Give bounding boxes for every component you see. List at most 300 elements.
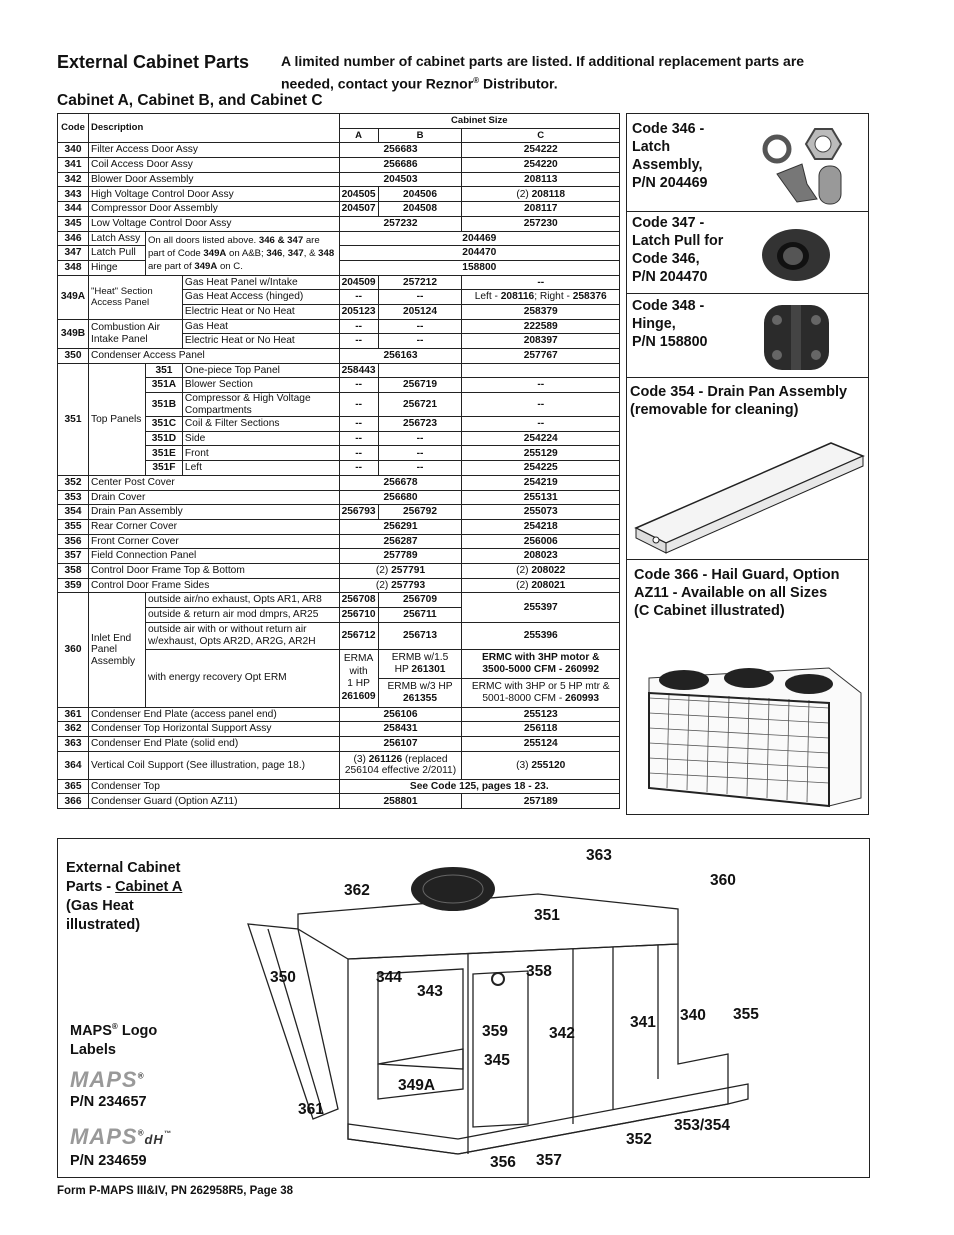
table-row bbox=[58, 490, 620, 505]
caption-text: Parts - bbox=[66, 879, 116, 895]
pn-text: Left - bbox=[474, 291, 501, 303]
subcode-cell: 351D bbox=[145, 431, 182, 446]
drain-pan-image bbox=[631, 428, 866, 556]
parts-table bbox=[57, 113, 620, 809]
caption-line: Labels bbox=[70, 1041, 116, 1058]
caption-line: Code 366 - Hail Guard, Option bbox=[634, 567, 840, 583]
qty-prefix: (2) bbox=[375, 565, 392, 577]
subdesc-cell: with energy recovery Opt ERM bbox=[145, 649, 339, 707]
caption-line: Code 346, bbox=[632, 251, 700, 267]
caption-text: MAPS bbox=[70, 1022, 112, 1039]
pn-cell bbox=[462, 678, 620, 707]
desc-cell: Latch Assy bbox=[88, 231, 145, 246]
table-row bbox=[58, 475, 620, 490]
pn-cell: 256683 bbox=[339, 143, 462, 158]
desc-cell: Hinge bbox=[88, 260, 145, 275]
code-cell: 358 bbox=[58, 563, 89, 578]
caption-line: Code 347 - bbox=[632, 215, 705, 231]
pn-cell: 256680 bbox=[339, 490, 462, 505]
code-cell: 365 bbox=[58, 779, 89, 794]
pn-cell: 257789 bbox=[339, 549, 462, 564]
reg-mark: ® bbox=[473, 76, 480, 85]
pn-value: 258376 bbox=[572, 291, 607, 303]
desc-cell: Drain Cover bbox=[88, 490, 339, 505]
subdesc-cell: Coil & Filter Sections bbox=[182, 417, 339, 432]
pn-cell: -- bbox=[339, 334, 378, 349]
pn-line: 3500-5000 CFM - 260992 bbox=[482, 663, 600, 675]
pn-cell: 254219 bbox=[462, 475, 620, 490]
caption-line: illustrated) bbox=[66, 917, 141, 933]
pn-line: ERMB w/3 HP bbox=[387, 681, 453, 693]
callout-342: 342 bbox=[549, 1025, 575, 1042]
pn-line: ERMC with 3HP or 5 HP mtr & bbox=[471, 681, 610, 693]
pn-cell: 257767 bbox=[462, 349, 620, 364]
reg-mark: ® bbox=[137, 1071, 145, 1081]
latch-pull-caption bbox=[632, 214, 723, 286]
logo-text: MAPS bbox=[70, 1124, 138, 1149]
hinge-image bbox=[759, 300, 834, 375]
table-row bbox=[58, 172, 620, 187]
caption-text: Logo bbox=[117, 1022, 158, 1039]
pn-cell bbox=[462, 363, 620, 378]
diagram-caption bbox=[66, 859, 182, 935]
page-footer: Form P-MAPS III&IV, PN 262958R5, Page 38 bbox=[57, 1185, 294, 1197]
qty-prefix: (2) bbox=[516, 579, 532, 591]
hail-guard-box bbox=[627, 560, 868, 816]
pn-cell: 256713 bbox=[378, 622, 462, 649]
table-row bbox=[58, 319, 620, 334]
reg-mark: ® bbox=[111, 1022, 118, 1031]
pn-cell: 204503 bbox=[339, 172, 462, 187]
pn-value: 208118 bbox=[531, 188, 566, 200]
table-row bbox=[58, 143, 620, 158]
pn-cell: -- bbox=[462, 393, 620, 417]
callout-349a: 349A bbox=[398, 1077, 436, 1094]
pn-cell: 256163 bbox=[339, 349, 462, 364]
pn-cell: 256708 bbox=[339, 593, 378, 608]
pn-cell bbox=[339, 563, 462, 578]
hail-guard-caption bbox=[634, 566, 839, 620]
pn-line: ERMC with 3HP motor & bbox=[481, 652, 600, 664]
table-row bbox=[58, 578, 620, 593]
intro-text bbox=[281, 52, 881, 94]
subcode-cell: 351F bbox=[145, 461, 182, 476]
pn-cell bbox=[378, 678, 462, 707]
callout-355: 355 bbox=[733, 1006, 759, 1023]
pn-cell bbox=[378, 363, 462, 378]
latch-assembly-image bbox=[757, 124, 862, 209]
pn-cell: 258379 bbox=[462, 304, 620, 319]
callout-363: 363 bbox=[586, 847, 612, 864]
qty-prefix: (3) bbox=[353, 753, 369, 765]
subdesc-cell: Gas Heat Access (hinged) bbox=[182, 290, 339, 305]
pn-line: ERMA bbox=[343, 653, 374, 665]
pn-cell: 256721 bbox=[378, 393, 462, 417]
callout-360: 360 bbox=[710, 872, 736, 889]
intro-line-2-pre: needed, contact your Reznor bbox=[281, 75, 474, 92]
subcode-cell: 351E bbox=[145, 446, 182, 461]
callout-358: 358 bbox=[526, 963, 552, 980]
callout-341: 341 bbox=[630, 1014, 656, 1031]
pn-value: 255120 bbox=[531, 759, 566, 771]
pn-cell: -- bbox=[378, 290, 462, 305]
caption-line: Latch Pull for bbox=[632, 233, 724, 249]
pn-cell bbox=[339, 649, 378, 707]
note-part: 349A bbox=[203, 247, 227, 259]
hail-guard-image bbox=[629, 638, 867, 813]
pn-cell: 204507 bbox=[339, 202, 378, 217]
code-cell: 346 bbox=[58, 231, 89, 246]
subcode-cell: 351 bbox=[145, 363, 182, 378]
callout-356: 356 bbox=[490, 1154, 516, 1171]
caption-line: P/N 158800 bbox=[632, 334, 708, 350]
callout-351: 351 bbox=[534, 907, 560, 924]
code-cell: 356 bbox=[58, 534, 89, 549]
caption-line: Assembly, bbox=[632, 157, 703, 173]
drain-pan-box bbox=[627, 378, 868, 560]
caption-line: Code 346 - bbox=[632, 121, 705, 137]
col-size-header: Cabinet Size bbox=[339, 114, 619, 129]
pn-cell: 205124 bbox=[378, 304, 462, 319]
code-cell: 363 bbox=[58, 737, 89, 752]
pn-cell bbox=[378, 649, 462, 678]
pn-cell: -- bbox=[378, 319, 462, 334]
caption-line bbox=[66, 878, 182, 897]
callout-344: 344 bbox=[376, 969, 402, 986]
note-part: , & bbox=[303, 247, 319, 259]
note-part: On all doors listed above. bbox=[147, 234, 259, 246]
pn-value: 208021 bbox=[531, 579, 566, 591]
pn-cell: 257232 bbox=[339, 216, 462, 231]
table-row bbox=[58, 737, 620, 752]
table-row bbox=[58, 779, 620, 794]
pn-line: with bbox=[349, 665, 368, 677]
pn-cell: -- bbox=[462, 417, 620, 432]
code-cell: 350 bbox=[58, 349, 89, 364]
subdesc-cell: outside & return air mod dmprs, AR25 bbox=[145, 608, 339, 623]
pn-text: (replaced bbox=[402, 753, 448, 765]
note-part: 349A bbox=[194, 260, 218, 272]
code-cell: 366 bbox=[58, 794, 89, 809]
drain-pan-caption bbox=[630, 383, 847, 419]
desc-cell: Condenser End Plate (solid end) bbox=[88, 737, 339, 752]
pn-cell: 208397 bbox=[462, 334, 620, 349]
pn-value: 261301 bbox=[411, 663, 446, 675]
caption-line: External Cabinet bbox=[66, 860, 181, 876]
table-row bbox=[58, 275, 620, 290]
table-row bbox=[58, 363, 620, 378]
pn-value: 261126 bbox=[368, 753, 403, 765]
desc-cell: Rear Corner Cover bbox=[88, 519, 339, 534]
table-header-row bbox=[58, 114, 620, 129]
pn-cell: 257212 bbox=[378, 275, 462, 290]
subcode-cell: 351B bbox=[145, 393, 182, 417]
pn-cell: 256291 bbox=[339, 519, 462, 534]
desc-cell: Condenser Access Panel bbox=[88, 349, 339, 364]
pn-cell: 222589 bbox=[462, 319, 620, 334]
pn-cell: -- bbox=[339, 431, 378, 446]
logo-part-number-2: P/N 234659 bbox=[70, 1153, 147, 1169]
callout-340: 340 bbox=[680, 1007, 706, 1024]
table-row bbox=[58, 563, 620, 578]
pn-cell: See Code 125, pages 18 - 23. bbox=[339, 779, 619, 794]
subdesc-cell: Compressor & High Voltage Compartments bbox=[182, 393, 339, 417]
subdesc-cell: Gas Heat bbox=[182, 319, 339, 334]
callout-343: 343 bbox=[417, 983, 443, 1000]
caption-line: Hinge, bbox=[632, 316, 676, 332]
pn-cell: -- bbox=[378, 461, 462, 476]
table-subtitle: Cabinet A, Cabinet B, and Cabinet C bbox=[57, 92, 323, 109]
pn-cell: 256709 bbox=[378, 593, 462, 608]
maps-dh-logo bbox=[70, 1124, 172, 1150]
pn-value: 260993 bbox=[565, 692, 600, 704]
note-part: on A&B; bbox=[226, 247, 267, 259]
logo-text: dH bbox=[144, 1132, 164, 1147]
parts-illustration-panel bbox=[626, 113, 869, 815]
pn-cell: 254220 bbox=[462, 158, 620, 173]
pn-cell: -- bbox=[462, 275, 620, 290]
subdesc-cell: Side bbox=[182, 431, 339, 446]
pn-value: 257793 bbox=[391, 579, 426, 591]
code-cell: 364 bbox=[58, 751, 89, 779]
desc-cell: Low Voltage Control Door Assy bbox=[88, 216, 339, 231]
pn-text: 5001-8000 CFM - bbox=[482, 692, 566, 704]
pn-line: 261355 bbox=[403, 692, 437, 704]
code-cell: 355 bbox=[58, 519, 89, 534]
pn-cell bbox=[462, 578, 620, 593]
table-row bbox=[58, 722, 620, 737]
col-code-header: Code bbox=[58, 114, 89, 143]
pn-cell: 204509 bbox=[339, 275, 378, 290]
pn-cell: -- bbox=[378, 431, 462, 446]
col-desc-header: Description bbox=[88, 114, 339, 143]
col-c-header: C bbox=[462, 128, 620, 143]
pn-cell: 255397 bbox=[462, 593, 620, 622]
desc-cell: Inlet End Panel Assembly bbox=[88, 593, 145, 707]
table-row bbox=[58, 505, 620, 520]
subdesc-cell: outside air with or without return air w/exhaust, Opts AR2D, AR2G, AR2H bbox=[145, 622, 339, 649]
latch-caption bbox=[632, 120, 708, 192]
pn-cell: 256792 bbox=[378, 505, 462, 520]
code-cell: 352 bbox=[58, 475, 89, 490]
table-row bbox=[58, 246, 620, 261]
note-part: 347 bbox=[287, 247, 304, 259]
table-row bbox=[58, 519, 620, 534]
callout-361: 361 bbox=[298, 1101, 324, 1118]
qty-prefix: (2) bbox=[516, 188, 532, 200]
desc-cell: Combustion Air Intake Panel bbox=[88, 319, 182, 348]
subdesc-cell: Electric Heat or No Heat bbox=[182, 304, 339, 319]
code-cell: 362 bbox=[58, 722, 89, 737]
desc-cell: Drain Pan Assembly bbox=[88, 505, 339, 520]
pn-cell: 254224 bbox=[462, 431, 620, 446]
pn-cell: 256287 bbox=[339, 534, 462, 549]
latch-pull-box bbox=[627, 212, 868, 294]
desc-cell: Filter Access Door Assy bbox=[88, 143, 339, 158]
pn-cell: 255124 bbox=[462, 737, 620, 752]
subdesc-cell: Gas Heat Panel w/Intake bbox=[182, 275, 339, 290]
callout-345: 345 bbox=[484, 1052, 510, 1069]
pn-cell bbox=[462, 290, 620, 305]
table-row bbox=[58, 593, 620, 608]
pn-cell: 158800 bbox=[339, 260, 619, 275]
pn-cell: -- bbox=[339, 393, 378, 417]
desc-cell: Condenser End Plate (access panel end) bbox=[88, 707, 339, 722]
table-row bbox=[58, 534, 620, 549]
caption-line: Code 354 - Drain Pan Assembly bbox=[630, 384, 848, 400]
code-cell: 349B bbox=[58, 319, 89, 348]
pn-value: 257791 bbox=[391, 565, 426, 577]
pn-cell: -- bbox=[339, 417, 378, 432]
pn-line: ERMB w/1.5 bbox=[391, 652, 449, 664]
pn-cell: 254222 bbox=[462, 143, 620, 158]
pn-cell: 255123 bbox=[462, 707, 620, 722]
intro-line-2 bbox=[281, 71, 881, 94]
subcode-cell: 351C bbox=[145, 417, 182, 432]
code-cell: 351 bbox=[58, 363, 89, 475]
code-cell: 341 bbox=[58, 158, 89, 173]
table-row bbox=[58, 158, 620, 173]
caption-line: Code 348 - bbox=[632, 298, 705, 314]
pn-cell: 256686 bbox=[339, 158, 462, 173]
code-cell: 349A bbox=[58, 275, 89, 319]
code-cell: 360 bbox=[58, 593, 89, 707]
code-cell: 359 bbox=[58, 578, 89, 593]
caption-line: (Gas Heat bbox=[66, 898, 134, 914]
pn-value: 208022 bbox=[531, 565, 566, 577]
pn-cell: 257230 bbox=[462, 216, 620, 231]
code-cell: 344 bbox=[58, 202, 89, 217]
table-row bbox=[58, 707, 620, 722]
subdesc-cell: One-piece Top Panel bbox=[182, 363, 339, 378]
pn-cell: 256711 bbox=[378, 608, 462, 623]
col-a-header: A bbox=[339, 128, 378, 143]
intro-line-2-post: Distributor. bbox=[479, 75, 558, 92]
subdesc-cell: Electric Heat or No Heat bbox=[182, 334, 339, 349]
desc-cell: Coil Access Door Assy bbox=[88, 158, 339, 173]
desc-cell: Top Panels bbox=[88, 363, 145, 475]
table-row bbox=[58, 751, 620, 779]
pn-cell: 256118 bbox=[462, 722, 620, 737]
pn-cell bbox=[462, 187, 620, 202]
pn-cell: -- bbox=[339, 378, 378, 393]
code-cell: 357 bbox=[58, 549, 89, 564]
code-cell: 347 bbox=[58, 246, 89, 261]
pn-cell: 258443 bbox=[339, 363, 378, 378]
caption-line: (removable for cleaning) bbox=[630, 402, 799, 418]
code-cell: 343 bbox=[58, 187, 89, 202]
pn-cell: 208117 bbox=[462, 202, 620, 217]
desc-cell: High Voltage Control Door Assy bbox=[88, 187, 339, 202]
note-part: , bbox=[282, 247, 288, 259]
pn-line: 256104 effective 2/2011) bbox=[344, 765, 457, 777]
table-row bbox=[58, 349, 620, 364]
note-part: 348 bbox=[318, 247, 335, 259]
callout-357: 357 bbox=[536, 1152, 562, 1169]
code-cell: 345 bbox=[58, 216, 89, 231]
code-cell: 340 bbox=[58, 143, 89, 158]
desc-cell: Condenser Guard (Option AZ11) bbox=[88, 794, 339, 809]
pn-cell: -- bbox=[339, 290, 378, 305]
logo-text: MAPS bbox=[70, 1067, 138, 1092]
pn-cell: -- bbox=[339, 461, 378, 476]
caption-line: (C Cabinet illustrated) bbox=[634, 603, 785, 619]
section-title: External Cabinet Parts bbox=[57, 52, 250, 72]
pn-cell: 254218 bbox=[462, 519, 620, 534]
logo-part-number-1: P/N 234657 bbox=[70, 1094, 147, 1110]
pn-cell: -- bbox=[378, 446, 462, 461]
callout-353-354: 353/354 bbox=[674, 1117, 731, 1134]
pn-cell: 204470 bbox=[339, 246, 619, 261]
latch-box bbox=[627, 114, 868, 212]
pn-cell: 255073 bbox=[462, 505, 620, 520]
pn-cell: 257189 bbox=[462, 794, 620, 809]
pn-cell: -- bbox=[378, 334, 462, 349]
pn-cell: -- bbox=[339, 446, 378, 461]
table-row bbox=[58, 202, 620, 217]
table-row bbox=[58, 216, 620, 231]
pn-cell: 258801 bbox=[339, 794, 462, 809]
pn-cell: 256710 bbox=[339, 608, 378, 623]
pn-cell bbox=[462, 649, 620, 678]
pn-cell bbox=[339, 578, 462, 593]
reg-mark: ® bbox=[137, 1128, 145, 1138]
table-row bbox=[58, 231, 620, 246]
pn-cell: 256107 bbox=[339, 737, 462, 752]
callout-350: 350 bbox=[270, 969, 296, 986]
cabinet-diagram bbox=[57, 838, 870, 1178]
pn-cell: -- bbox=[339, 319, 378, 334]
note-part: on C. bbox=[217, 260, 243, 272]
hinge-caption bbox=[632, 297, 708, 351]
table-row bbox=[58, 549, 620, 564]
qty-prefix: (2) bbox=[375, 579, 392, 591]
desc-cell: Front Corner Cover bbox=[88, 534, 339, 549]
note-part: 346 & 347 bbox=[258, 234, 304, 246]
pn-cell: 255131 bbox=[462, 490, 620, 505]
latch-pull-image bbox=[759, 226, 834, 284]
code-cell: 353 bbox=[58, 490, 89, 505]
pn-cell: 256712 bbox=[339, 622, 378, 649]
qty-prefix: (3) bbox=[516, 759, 532, 771]
desc-cell: Latch Pull bbox=[88, 246, 145, 261]
pn-cell: 204469 bbox=[339, 231, 619, 246]
pn-text: HP bbox=[394, 663, 412, 675]
callout-352: 352 bbox=[626, 1131, 652, 1148]
pn-cell: 256006 bbox=[462, 534, 620, 549]
table-row bbox=[58, 187, 620, 202]
code-cell: 354 bbox=[58, 505, 89, 520]
hinge-box bbox=[627, 294, 868, 378]
desc-cell: Field Connection Panel bbox=[88, 549, 339, 564]
desc-cell: Control Door Frame Top & Bottom bbox=[88, 563, 339, 578]
pn-cell: 208113 bbox=[462, 172, 620, 187]
pn-cell: -- bbox=[462, 378, 620, 393]
col-b-header: B bbox=[378, 128, 462, 143]
desc-cell: Control Door Frame Sides bbox=[88, 578, 339, 593]
pn-cell bbox=[462, 563, 620, 578]
pn-cell: 256719 bbox=[378, 378, 462, 393]
note-part: are part of Code bbox=[147, 234, 320, 259]
subdesc-cell: Left bbox=[182, 461, 339, 476]
caption-line: P/N 204470 bbox=[632, 269, 708, 285]
desc-cell: "Heat" Section Access Panel bbox=[88, 275, 182, 319]
pn-cell: 205123 bbox=[339, 304, 378, 319]
pn-cell: 204506 bbox=[378, 187, 462, 202]
desc-cell: Blower Door Assembly bbox=[88, 172, 339, 187]
pn-cell: 256723 bbox=[378, 417, 462, 432]
desc-cell: Compressor Door Assembly bbox=[88, 202, 339, 217]
